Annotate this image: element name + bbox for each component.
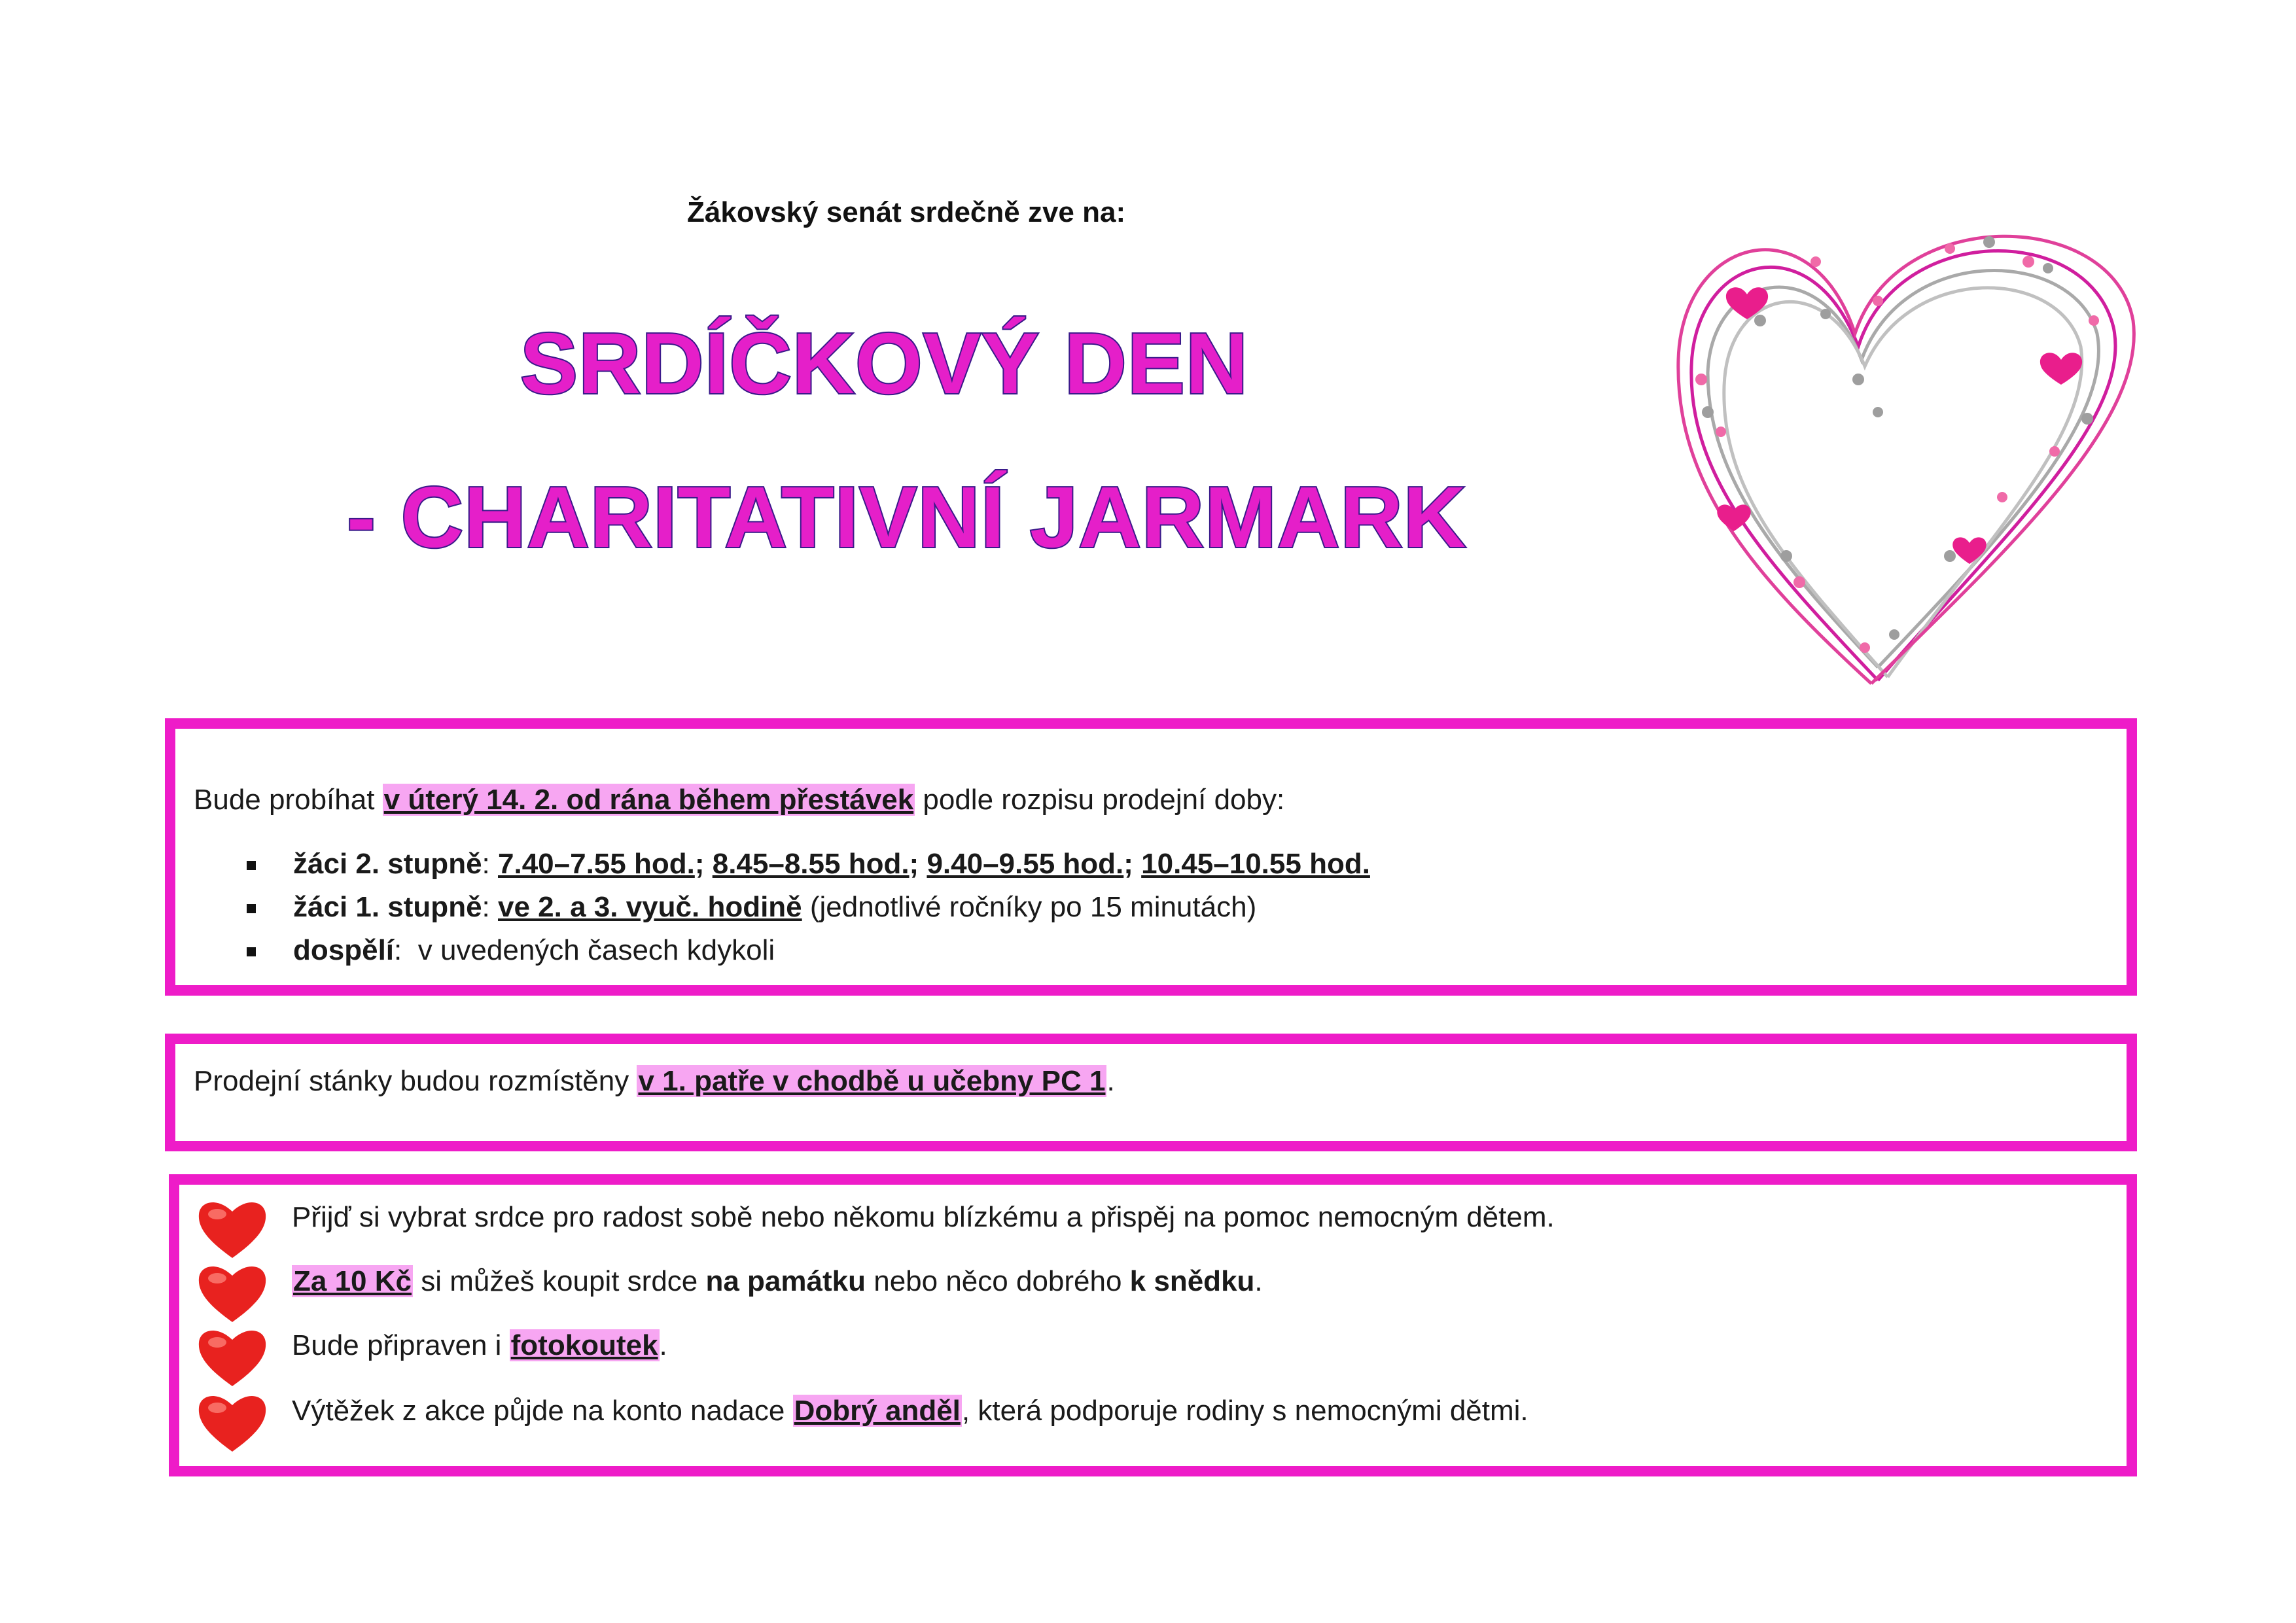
- location-text: Prodejní stánky budou rozmístěny v 1. patře v chodbě u učebny PC 1.: [194, 1065, 1115, 1097]
- schedule-item-pupils-1: žáci 1. stupně: ve 2. a 3. vyuč. hodině (jednotlivé ročníky po 15 minutách): [293, 891, 1257, 923]
- event-title: SRDÍČKOVÝ DEN: [520, 315, 1249, 411]
- schedule-item-pupils-2: žáci 2. stupně: 7.40–7.55 hod.; 8.45–8.55 hod.; 9.40–9.55 hod.; 10.45–10.55 hod.: [293, 848, 1370, 880]
- schedule-date-highlight: v úterý 14. 2. od rána během přestávek: [383, 784, 914, 816]
- info-line-2: Za 10 Kč si můžeš koupit srdce na památku nebo něco dobrého k snědku.: [293, 1265, 1263, 1297]
- red-heart-icon: [196, 1260, 268, 1325]
- red-heart-icon: [196, 1196, 268, 1261]
- location-highlight: v 1. patře v chodbě u učebny PC 1: [638, 1065, 1106, 1097]
- foundation-highlight: Dobrý anděl: [794, 1395, 961, 1427]
- decorative-heart-icon: [1662, 216, 2146, 687]
- red-heart-icon: [196, 1324, 268, 1389]
- bullet-icon: [247, 947, 256, 956]
- invitation-intro: Žákovský senát srdečně zve na:: [687, 196, 1126, 228]
- schedule-lead: Bude probíhat v úterý 14. 2. od rána během přestávek podle rozpisu prodejní doby:: [194, 784, 1285, 816]
- bullet-icon: [247, 861, 256, 870]
- photobooth-highlight: fotokoutek: [510, 1329, 658, 1361]
- schedule-item-adults: dospělí: v uvedených časech kdykoli: [293, 934, 775, 966]
- event-subtitle: - CHARITATIVNÍ JARMARK: [347, 469, 1466, 565]
- red-heart-icon: [196, 1389, 268, 1455]
- info-line-4: Výtěžek z akce půjde na konto nadace Dobrý anděl, která podporuje rodiny s nemocnými dětmi.: [292, 1395, 1528, 1427]
- info-line-3: Bude připraven i fotokoutek.: [292, 1329, 667, 1361]
- price-highlight: Za 10 Kč: [293, 1265, 412, 1297]
- info-line-1: Přijď si vybrat srdce pro radost sobě nebo někomu blízkému a přispěj na pomoc nemocným dětem.: [292, 1201, 1555, 1233]
- bullet-icon: [247, 904, 256, 913]
